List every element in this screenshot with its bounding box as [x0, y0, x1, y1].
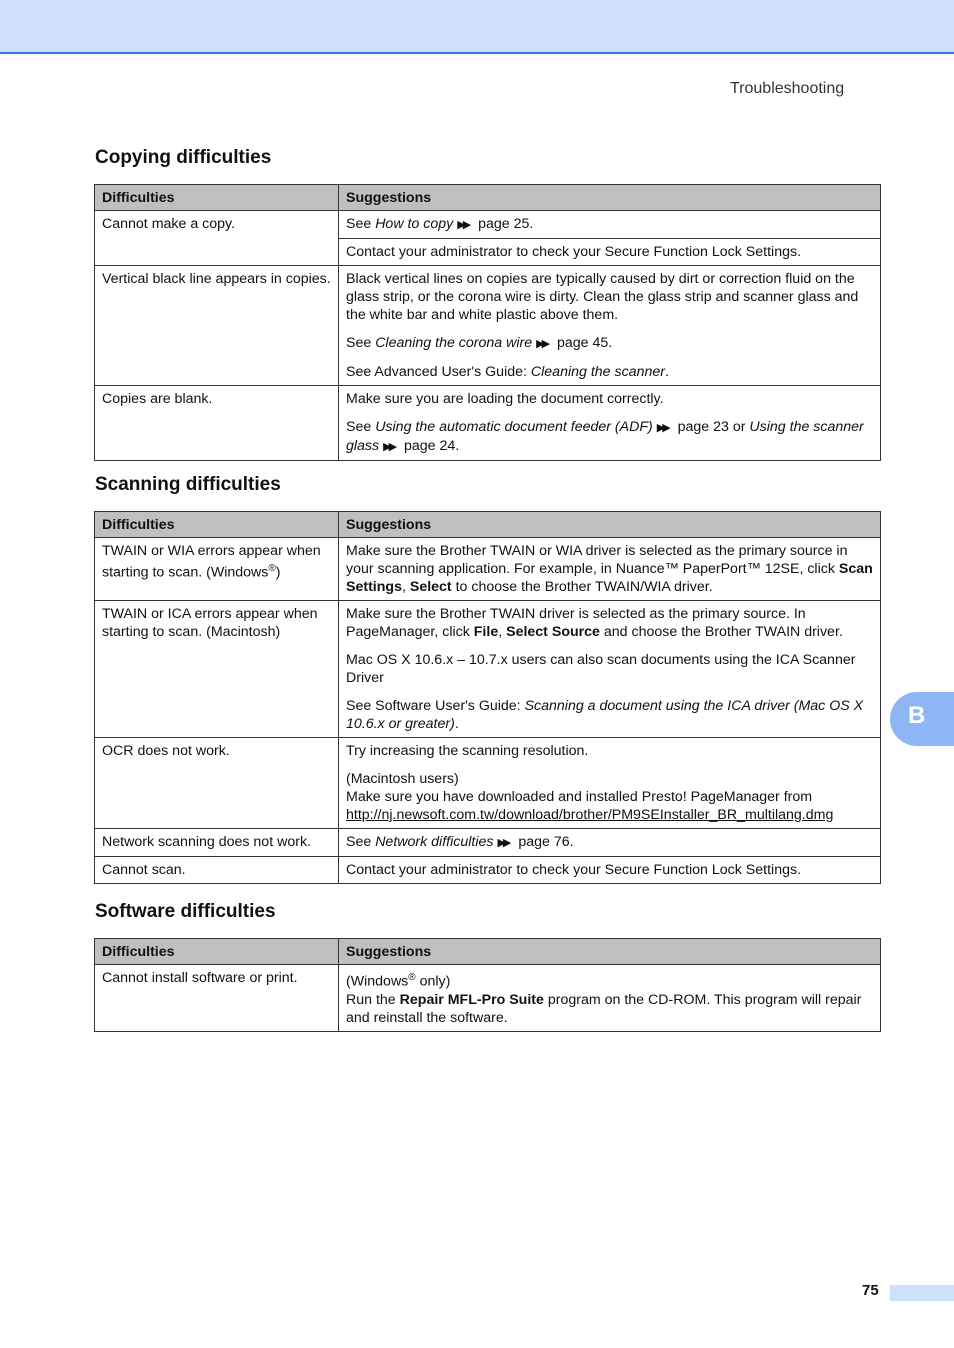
suggestion-cell: Contact your administrator to check your Secure Function Lock Settings. [339, 239, 881, 266]
difficulty-cell: Vertical black line appears in copies. [95, 266, 339, 386]
arrows-icon: ▶▶ [536, 338, 548, 350]
text: See [346, 834, 376, 850]
text: See [346, 335, 376, 351]
text: (Macintosh users) [346, 771, 459, 787]
software-table [94, 938, 881, 1032]
text: to choose the Brother TWAIN/WIA driver. [451, 579, 713, 595]
suggestion-text [346, 697, 873, 733]
table-row [95, 829, 881, 857]
text: (Windows [346, 973, 409, 990]
ui-term: Scan Settings [346, 561, 873, 595]
difficulty-cell: Network scanning does not work. [95, 829, 339, 857]
text: page 24. [400, 438, 460, 454]
suggestion-text: See [346, 216, 376, 232]
table-row [95, 211, 881, 239]
text: page 45. [553, 335, 613, 351]
suggestion-text: Black vertical lines on copies are typically caused by dirt or correction fluid on the glass strip, or the corona wire is dirty. Clean the glass strip and scanner glass and the white bar and white plastic above them. [346, 271, 859, 323]
reference-link[interactable]: Using the automatic document feeder (ADF) [375, 419, 653, 435]
running-header: Troubleshooting [730, 80, 845, 97]
text: . [454, 716, 459, 732]
arrows-icon: ▶▶ [457, 219, 469, 231]
suggestion-cell [339, 538, 881, 601]
suggestion-cell [339, 211, 881, 239]
text: Make sure the Brother TWAIN or WIA driver is selected as the primary source in your scanning application. For example, in Nuance™ PaperPort™ 12SE, click [346, 543, 848, 577]
text: See [346, 419, 376, 435]
chapter-tab-label: B [908, 702, 926, 729]
suggestion-text [346, 605, 873, 641]
text: See Software User's Guide: [346, 698, 525, 714]
table-header-row [95, 512, 881, 538]
suggestion-text: page 25. [474, 216, 534, 232]
table-row [95, 738, 881, 829]
copying-table [94, 184, 881, 461]
text: See Advanced User's Guide: [346, 364, 531, 380]
suggestion-text: Try increasing the scanning resolution. [346, 743, 589, 759]
table-header-row [95, 939, 881, 965]
registered-mark: ® [408, 972, 416, 983]
table-row [95, 857, 881, 884]
suggestion-cell [339, 601, 881, 738]
table-row [95, 266, 881, 386]
download-url-link[interactable]: http://nj.newsoft.com.tw/download/brother/PM9SEInstaller_BR_multilang.dmg [346, 807, 834, 823]
text: . [664, 364, 669, 380]
text: program on the CD-ROM. This program will repair and reinstall the software. [346, 991, 862, 1026]
suggestion-cell: Contact your administrator to check your Secure Function Lock Settings. [339, 857, 881, 884]
text: Run the [346, 991, 400, 1008]
text: Make sure you have downloaded and installed Presto! PageManager from [346, 789, 813, 805]
text: only) [415, 973, 451, 990]
table-row [95, 601, 881, 738]
text: page 76. [514, 834, 574, 850]
reference-link[interactable]: Using the scanner glass [346, 419, 864, 454]
text: ) [275, 564, 281, 581]
arrows-icon: ▶▶ [656, 422, 668, 434]
column-header-difficulties: Difficulties [95, 512, 339, 538]
text: , [498, 624, 507, 640]
suggestion-text [346, 334, 873, 353]
section-title-software: Software difficulties [95, 901, 276, 922]
reference-link[interactable]: Network difficulties [375, 834, 494, 850]
table-row [95, 538, 881, 601]
text: , [401, 579, 410, 595]
chapter-tab [890, 692, 954, 746]
reference-link[interactable]: Scanning a document using the ICA driver (Mac OS X 10.6.x or greater) [346, 698, 864, 732]
arrows-icon: ▶▶ [383, 441, 395, 453]
suggestion-cell [339, 386, 881, 461]
difficulty-cell: Copies are blank. [95, 386, 339, 461]
difficulty-cell: Cannot make a copy. [95, 211, 339, 266]
text: Make sure the Brother TWAIN driver is selected as the primary source. In PageManager, click [346, 606, 806, 640]
reference-link[interactable]: How to copy [375, 216, 454, 232]
arrows-icon: ▶▶ [497, 837, 509, 849]
section-title-scanning: Scanning difficulties [95, 474, 281, 495]
column-header-suggestions: Suggestions [339, 512, 881, 538]
suggestion-text [346, 363, 873, 381]
suggestion-text [346, 770, 873, 824]
text: TWAIN or WIA errors appear when starting to scan. (Windows [102, 543, 321, 581]
table-header-row [95, 185, 881, 211]
text: and choose the Brother TWAIN driver. [599, 624, 843, 640]
column-header-difficulties: Difficulties [95, 185, 339, 211]
column-header-suggestions: Suggestions [339, 939, 881, 965]
reference-link[interactable]: Cleaning the corona wire [375, 335, 533, 351]
difficulty-cell: Cannot scan. [95, 857, 339, 884]
scanning-table [94, 511, 881, 884]
difficulty-cell [95, 538, 339, 601]
header-band [0, 0, 954, 54]
suggestion-text [346, 418, 873, 456]
table-row [95, 965, 881, 1032]
column-header-suggestions: Suggestions [339, 185, 881, 211]
ui-term: Repair MFL-Pro Suite [399, 991, 544, 1008]
page-number: 75 [862, 1282, 879, 1299]
ui-term: File [473, 624, 499, 640]
suggestion-text: Make sure you are loading the document correctly. [346, 391, 664, 407]
suggestion-text: Mac OS X 10.6.x – 10.7.x users can also scan documents using the ICA Scanner Driver [346, 652, 856, 686]
difficulty-cell: OCR does not work. [95, 738, 339, 829]
section-title-copying: Copying difficulties [95, 147, 272, 168]
difficulty-cell: TWAIN or ICA errors appear when starting to scan. (Macintosh) [95, 601, 339, 738]
suggestion-cell [339, 829, 881, 857]
suggestion-cell [339, 266, 881, 386]
text: page 23 or [673, 419, 750, 435]
column-header-difficulties: Difficulties [95, 939, 339, 965]
difficulty-cell: Cannot install software or print. [95, 965, 339, 1032]
registered-mark: ® [268, 563, 276, 574]
footer-bar [890, 1285, 954, 1301]
ui-term: Select [409, 579, 452, 595]
ui-term: Select Source [506, 624, 600, 640]
table-row [95, 386, 881, 461]
reference-link[interactable]: Cleaning the scanner [530, 364, 665, 380]
suggestion-cell [339, 738, 881, 829]
suggestion-cell [339, 965, 881, 1032]
